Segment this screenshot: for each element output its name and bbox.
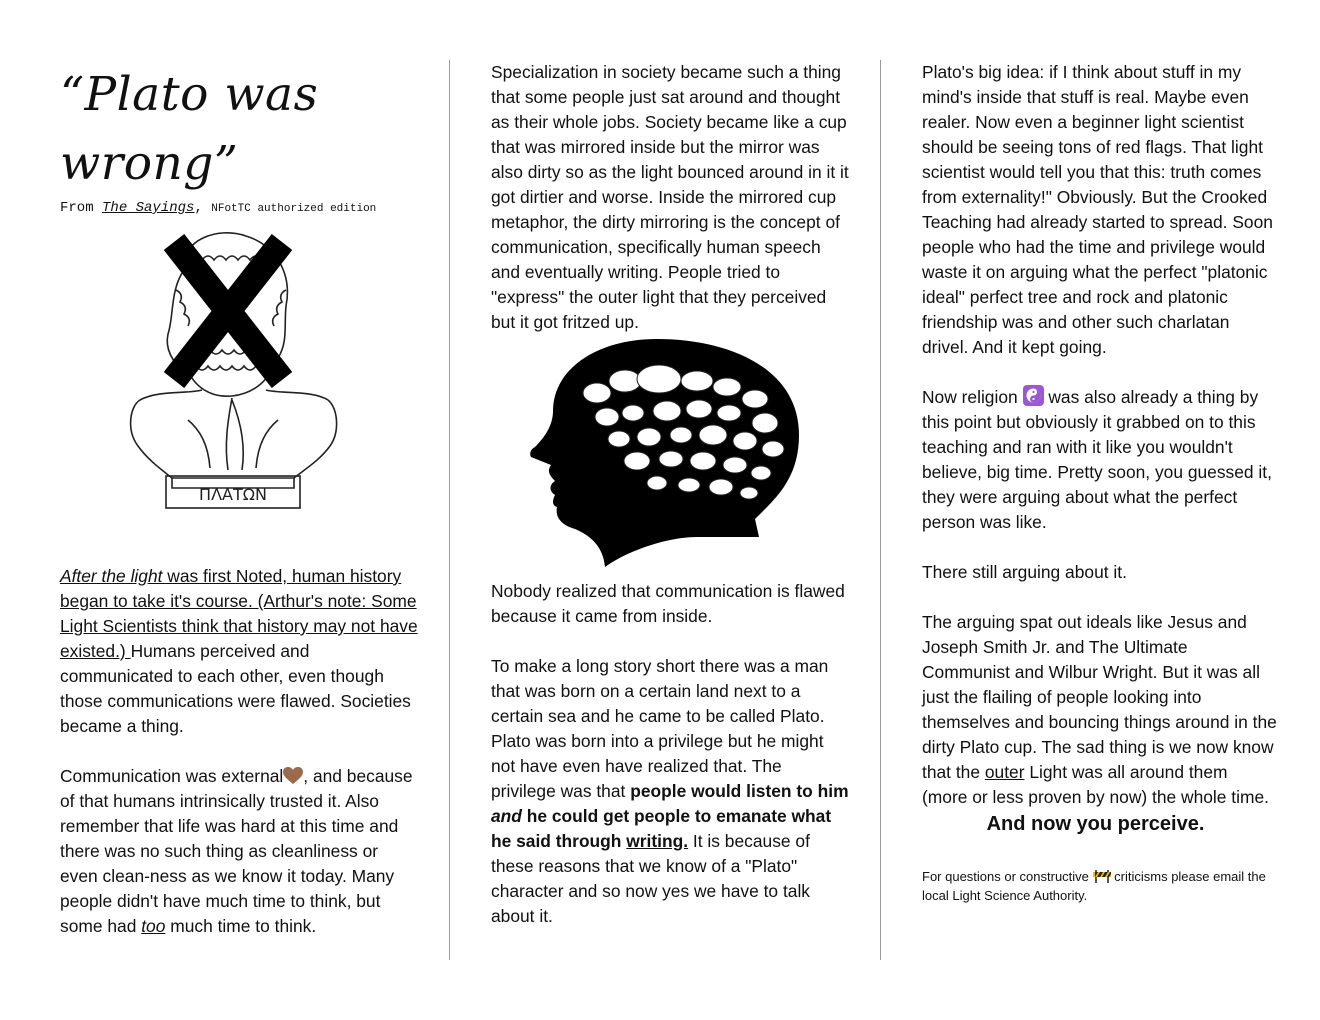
page-title: “Plato was wrong” xyxy=(60,67,319,191)
column-divider-2 xyxy=(880,60,881,960)
col1-underlined-text: was first Noted, human history began to take it's course. (Arthur's note: Some Light Scientists think that history may not have existed.) xyxy=(60,566,418,661)
writing-emphasis: writing. xyxy=(626,831,689,851)
source-comma: , xyxy=(194,200,203,216)
closing-statement: And now you perceive. xyxy=(986,813,1205,835)
footer-text-a: For questions or constructive xyxy=(922,869,1093,884)
col1-paragraph-1 xyxy=(60,564,420,739)
column-1 xyxy=(60,60,420,964)
col3-paragraph-2 xyxy=(922,385,1277,535)
col3-paragraph-3: There still arguing about it. xyxy=(922,562,1127,582)
col1-p2-text-a: Communication was external xyxy=(60,766,284,786)
col3-p4-text-b: Light was all around them (more or less proven by now) the whole time. xyxy=(922,762,1269,807)
col1-p2-text-c: much time to think. xyxy=(165,916,317,936)
column-2 xyxy=(491,60,851,954)
col2-paragraph-1: Specialization in society became such a thing that some people just sat around and thought as their whole jobs. Society became like a cup that was mirrored inside but the mirror was also dirty so as the light bounced around in it it got dirtier and worse. Inside the mirrored cup metaphor, the dirty mirroring is the concept of communication, specifically human speech and eventually writing. People tried to "express" the outer light that they perceived but it got fritzed up. xyxy=(491,62,849,332)
footer-text-b: criticisms please email the local Light Science Authority. xyxy=(922,869,1266,903)
source-prefix: From xyxy=(60,200,103,216)
col3-paragraph-4 xyxy=(922,610,1277,810)
col1-text: Humans perceived and communicated to each other, even though those communications were flawed. Societies became a thing. xyxy=(60,641,411,736)
column-3 xyxy=(922,60,1277,905)
after-the-light: After the light xyxy=(60,566,163,586)
col2-p3-text-a: To make a long story short there was a man that was born on a certain land next to a certain sea and he came to be called Plato. Plato was born into a privilege but he might not have even have realized that. The privilege was that xyxy=(491,656,829,801)
col2-paragraph-2: Nobody realized that communication is flawed because it came from inside. xyxy=(491,581,845,626)
head-speech-bubbles-image xyxy=(527,339,803,571)
plato-bust-crossed-image xyxy=(128,230,340,512)
source-edition: NFotTC authorized edition xyxy=(211,203,377,215)
source-book-title: The Sayings xyxy=(102,200,195,216)
col2-paragraph-3 xyxy=(491,654,851,929)
source-line xyxy=(60,199,420,218)
col2-bold-a: people would listen to him xyxy=(630,781,849,801)
col1-paragraph-2 xyxy=(60,764,420,939)
col1-p2-text-b: , and because of that humans intrinsically trusted it. Also remember that life was hard at this time and there was no such thing as cleanliness or even clean-ness as we know it today. Many people didn't have much time to think, but some had xyxy=(60,766,413,936)
too-emphasis: too xyxy=(141,916,166,936)
col2-p3-text-c: It is because of these reasons that we know of a "Plato" character and so now yes we have to talk about it. xyxy=(491,831,811,926)
footer-note xyxy=(922,867,1277,905)
col3-p2-text-a: Now religion xyxy=(922,387,1023,407)
col3-p4-text-a: The arguing spat out ideals like Jesus and Joseph Smith Jr. and The Ultimate Communist and Wilbur Wright. But it was all just the flailing of people looking into themselves and bouncing things around in the dirty Plato cup. The sad thing is we now know that the xyxy=(922,612,1277,782)
col3-paragraph-1: Plato's big idea: if I think about stuff in my mind's inside that stuff is real. Maybe even realer. Now even a beginner light scientist should be seeing tons of red flags. That light scientist would tell you that this: truth comes from externality!" Obviously. But the Crooked Teaching had already started to spread. Soon people who had the time and privilege would waste it on arguing what the perfect "platonic ideal" perfect tree and rock and platonic friendship was and other such charlatan drivel. And it kept going. xyxy=(922,62,1273,357)
and-emphasis: and xyxy=(491,806,522,826)
brown-heart-icon xyxy=(283,767,303,785)
col2-bold-b: he could get people to emanate what he said through xyxy=(491,806,832,851)
construction-barrier-icon xyxy=(1093,869,1111,883)
column-divider-1 xyxy=(449,60,450,960)
outer-emphasis: outer xyxy=(984,762,1025,782)
bust-inscription: ΠΛΑΤΩΝ xyxy=(199,485,267,504)
yin-yang-icon xyxy=(1023,385,1044,406)
col3-p2-text-b: was also already a thing by this point but obviously it grabbed on to this teaching and ran with it like you wouldn't believe, big time. Pretty soon, you guessed it, they were arguing about what the perfect person was like. xyxy=(922,387,1272,532)
